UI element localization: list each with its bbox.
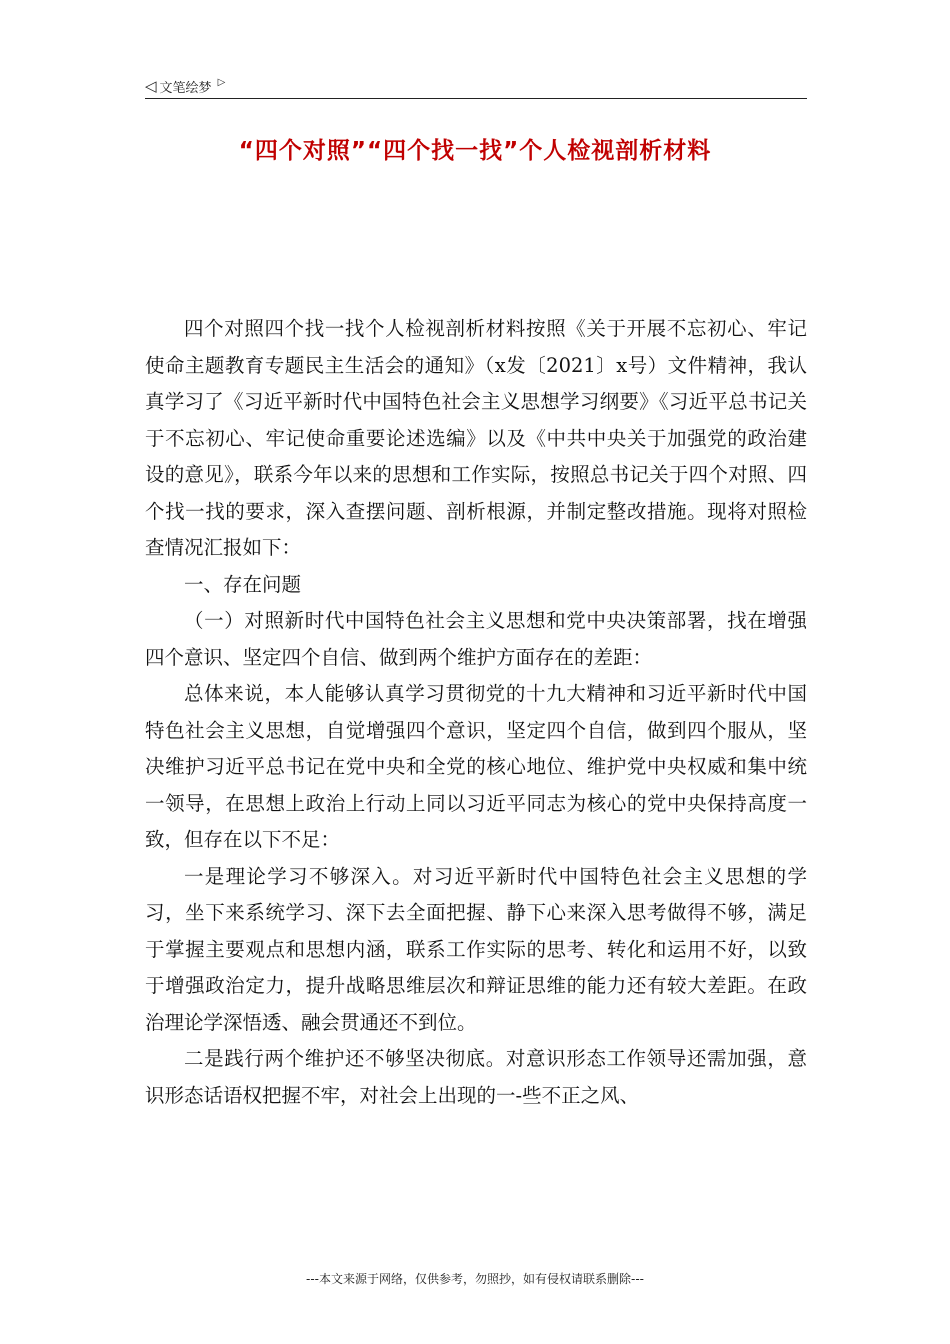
paragraph-intro: 四个对照四个找一找个人检视剖析材料按照《关于开展不忘初心、牢记使命主题教育专题民主生活会的通知》（x发〔2021〕x号）文件精神，我认真学习了《习近平新时代中国特色社会主义思想学习纲要》《习近平总书记关于不忘初心、牢记使命重要论述选编》以及《中共中央关于加强党的政治建设的意见》，联系今年以来的思想和工作实际，按照总书记关于四个对照、四个找一找的要求，深入查摆问题、剖析根源，并制定整改措施。现将对照检查情况汇报如下：	[145, 317, 807, 559]
page-header	[145, 74, 807, 99]
document-title: “四个对照”“四个找一找”个人检视剖析材料	[238, 138, 712, 164]
triangle-right-icon: ▷	[217, 77, 226, 88]
subsection-heading: （一）对照新时代中国特色社会主义思想和党中央决策部署，找在增强四个意识、坚定四个自信、做到两个维护方面存在的差距：	[145, 609, 807, 669]
section-heading: 一、存在问题	[184, 572, 302, 596]
paragraph-summary: 总体来说，本人能够认真学习贯彻党的十九大精神和习近平新时代中国特色社会主义思想，自觉增强四个意识，坚定四个自信，做到四个服从，坚决维护习近平总书记在党中央和全党的核心地位、维护党中央权威和集中统一领导，在思想上政治上行动上同以习近平同志为核心的党中央保持高度一致，但存在以下不足：	[145, 682, 807, 851]
paragraph-point-2: 二是践行两个维护还不够坚决彻底。对意识形态工作领导还需加强，意识形态话语权把握不牢，对社会上出现的一-些不正之风、	[145, 1047, 807, 1107]
paragraph-point-1: 一是理论学习不够深入。对习近平新时代中国特色社会主义思想的学习，坐下来系统学习、深下去全面把握、静下心来深入思考做得不够，满足于掌握主要观点和思想内涵，联系工作实际的思考、转化和运用不好，以致于增强政治定力，提升战略思维层次和辩证思维的能力还有较大差距。在政治理论学深悟透、融会贯通还不到位。	[145, 864, 807, 1034]
page-footer: ---本文来源于网络，仅供参考，勿照抄，如有侵权请联系删除---	[306, 1272, 644, 1286]
triangle-left-icon: ◁	[145, 76, 157, 95]
header-text: 文笔绘梦	[159, 80, 212, 96]
document-body	[145, 311, 807, 1114]
